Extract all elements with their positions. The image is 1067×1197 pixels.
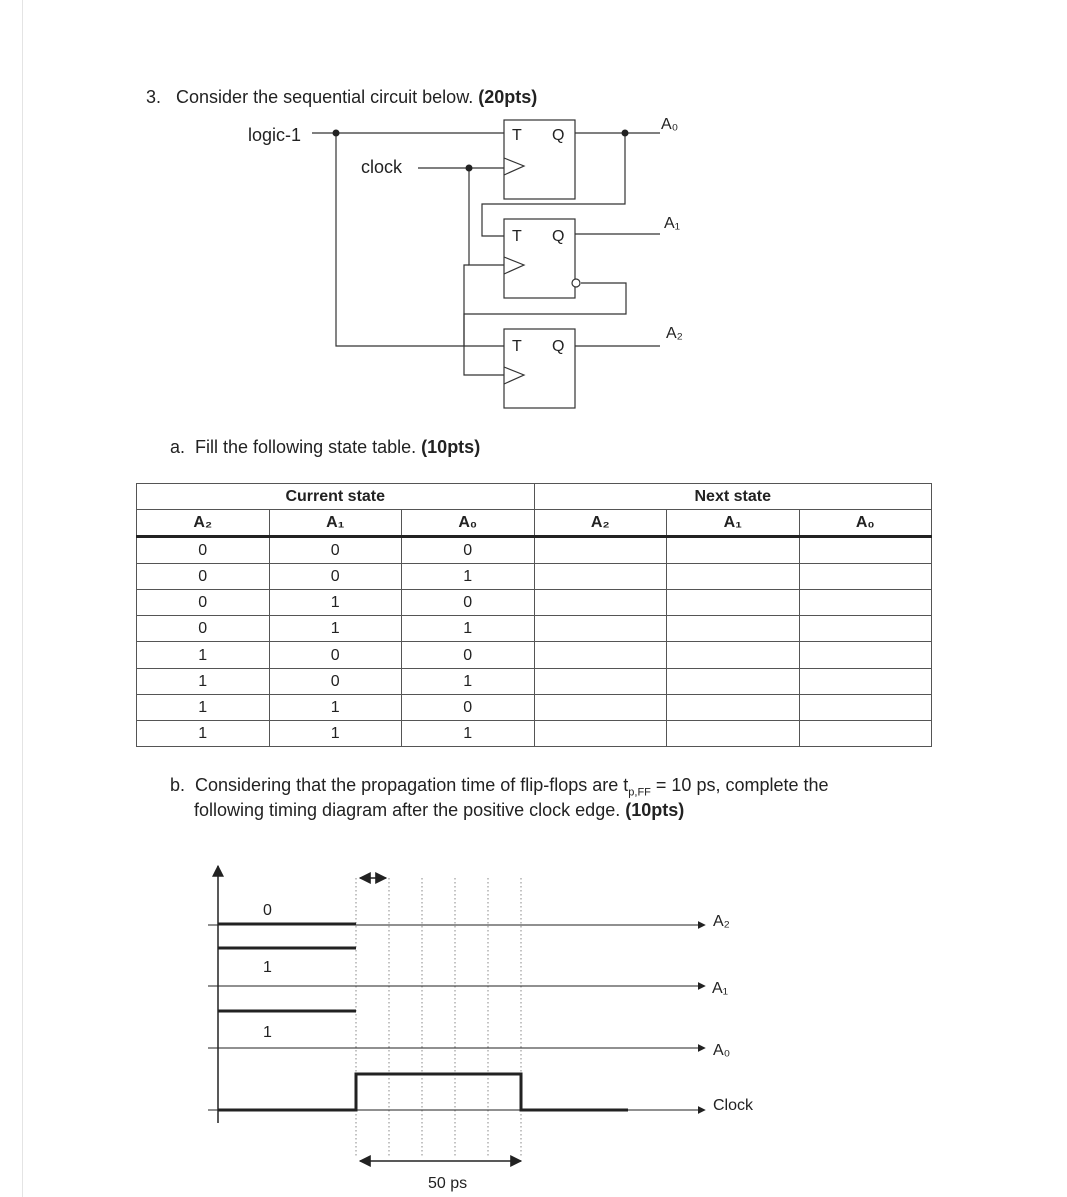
ff-q-label: Q [552, 127, 565, 144]
next-state-cell[interactable] [799, 616, 932, 642]
next-state-cell[interactable] [534, 642, 667, 668]
question-points: (20pts) [478, 87, 538, 107]
current-state-cell: 1 [137, 720, 270, 746]
next-state-cell[interactable] [799, 668, 932, 694]
junction-dot [333, 130, 340, 137]
current-state-cell: 1 [402, 720, 535, 746]
current-state-cell: 1 [402, 668, 535, 694]
next-state-cell[interactable] [534, 616, 667, 642]
part-b-points: (10pts) [625, 800, 685, 820]
part-b-text-pre: Considering that the propagation time of flip-flops are t [195, 775, 629, 795]
part-a-label: a. [170, 437, 186, 457]
current-state-cell: 1 [402, 564, 535, 590]
current-state-cell: 0 [137, 537, 270, 564]
col-header-current-a1: A₁ [269, 510, 402, 537]
ff-q-label: Q [552, 338, 565, 355]
current-state-header: Current state [137, 484, 535, 510]
table-row [137, 668, 932, 694]
ff-q-label: Q [552, 228, 565, 245]
state-table-body [137, 537, 932, 747]
current-state-cell: 1 [269, 616, 402, 642]
current-state-cell: 0 [269, 668, 402, 694]
col-header-current-a2: A₂ [137, 510, 270, 537]
table-row [137, 537, 932, 564]
col-header-next-a2: A₂ [534, 510, 667, 537]
next-state-cell[interactable] [534, 537, 667, 564]
output-a2-label: A₂ [666, 325, 683, 342]
next-state-cell[interactable] [667, 720, 800, 746]
part-b-line2 [194, 799, 684, 821]
current-state-cell: 0 [269, 564, 402, 590]
table-row [137, 616, 932, 642]
current-state-cell: 1 [137, 668, 270, 694]
signal-label-a2: A₂ [713, 913, 730, 930]
next-state-cell[interactable] [667, 564, 800, 590]
a0-initial-value: 1 [263, 1024, 272, 1041]
table-row [137, 590, 932, 616]
part-a-points: (10pts) [421, 437, 481, 457]
col-header-next-a0: A₀ [799, 510, 932, 537]
table-row [137, 642, 932, 668]
part-b-subscript: p,FF [628, 786, 651, 799]
table-row [137, 694, 932, 720]
current-state-cell: 1 [402, 616, 535, 642]
current-state-cell: 0 [137, 616, 270, 642]
current-state-cell: 0 [402, 537, 535, 564]
output-a0-label: A₀ [661, 116, 679, 133]
signal-label-a0: A₀ [713, 1042, 731, 1059]
current-state-cell: 1 [269, 720, 402, 746]
current-state-cell: 1 [269, 694, 402, 720]
current-state-cell: 0 [402, 590, 535, 616]
next-state-cell[interactable] [667, 537, 800, 564]
part-b-text-line2: following timing diagram after the positive clock edge. [194, 800, 621, 820]
clock-triangle-a2 [504, 367, 524, 384]
next-state-cell[interactable] [667, 668, 800, 694]
clock-triangle-a0 [504, 158, 524, 175]
a2-initial-value: 0 [263, 902, 272, 919]
junction-dot [622, 130, 629, 137]
ff-t-label: T [512, 338, 522, 355]
period-label: 50 ps [428, 1175, 468, 1192]
junction-dot [466, 165, 473, 172]
part-b-label: b. [170, 775, 186, 795]
flipflop-a2 [504, 329, 575, 408]
ff-t-label: T [512, 228, 522, 245]
next-state-cell[interactable] [667, 616, 800, 642]
current-state-cell: 0 [137, 590, 270, 616]
next-state-cell[interactable] [667, 694, 800, 720]
flipflop-a1 [504, 219, 575, 298]
inverter-bubble [572, 279, 580, 287]
next-state-cell[interactable] [799, 590, 932, 616]
ff-t-label: T [512, 127, 522, 144]
next-state-cell[interactable] [534, 694, 667, 720]
page-edge [22, 0, 23, 1197]
next-state-cell[interactable] [534, 590, 667, 616]
part-a-prompt: Fill the following state table. [195, 437, 417, 457]
next-state-cell[interactable] [534, 564, 667, 590]
next-state-cell[interactable] [667, 642, 800, 668]
part-b-text-post: = 10 ps, complete the [650, 775, 829, 795]
next-state-cell[interactable] [799, 642, 932, 668]
next-state-cell[interactable] [799, 537, 932, 564]
next-state-cell[interactable] [534, 668, 667, 694]
col-header-next-a1: A₁ [667, 510, 800, 537]
part-a-line [170, 436, 480, 458]
current-state-cell: 0 [269, 642, 402, 668]
next-state-cell[interactable] [799, 720, 932, 746]
output-a1-label: A₁ [664, 215, 681, 232]
next-state-cell[interactable] [799, 694, 932, 720]
current-state-cell: 1 [269, 590, 402, 616]
current-state-cell: 1 [137, 642, 270, 668]
signal-label-a1: A₁ [712, 980, 729, 997]
next-state-cell[interactable] [534, 720, 667, 746]
current-state-cell: 0 [137, 564, 270, 590]
clock-label: clock [361, 157, 403, 177]
state-table [136, 483, 932, 747]
question-line [146, 86, 537, 108]
a1-initial-value: 1 [263, 959, 272, 976]
current-state-cell: 0 [402, 642, 535, 668]
question-number: 3. [146, 87, 162, 107]
flipflop-a0 [504, 120, 575, 199]
question-prompt: Consider the sequential circuit below. [176, 87, 474, 107]
clock-waveform [218, 1074, 628, 1110]
col-header-current-a0: A₀ [402, 510, 535, 537]
table-row [137, 720, 932, 746]
current-state-cell: 0 [402, 694, 535, 720]
logic-1-label: logic-1 [248, 125, 302, 145]
next-state-cell[interactable] [667, 590, 800, 616]
table-row [137, 564, 932, 590]
clock-triangle-a1 [504, 257, 524, 274]
current-state-cell: 0 [269, 537, 402, 564]
signal-label-clock: Clock [713, 1097, 754, 1114]
current-state-cell: 1 [137, 694, 270, 720]
next-state-cell[interactable] [799, 564, 932, 590]
next-state-header: Next state [534, 484, 932, 510]
